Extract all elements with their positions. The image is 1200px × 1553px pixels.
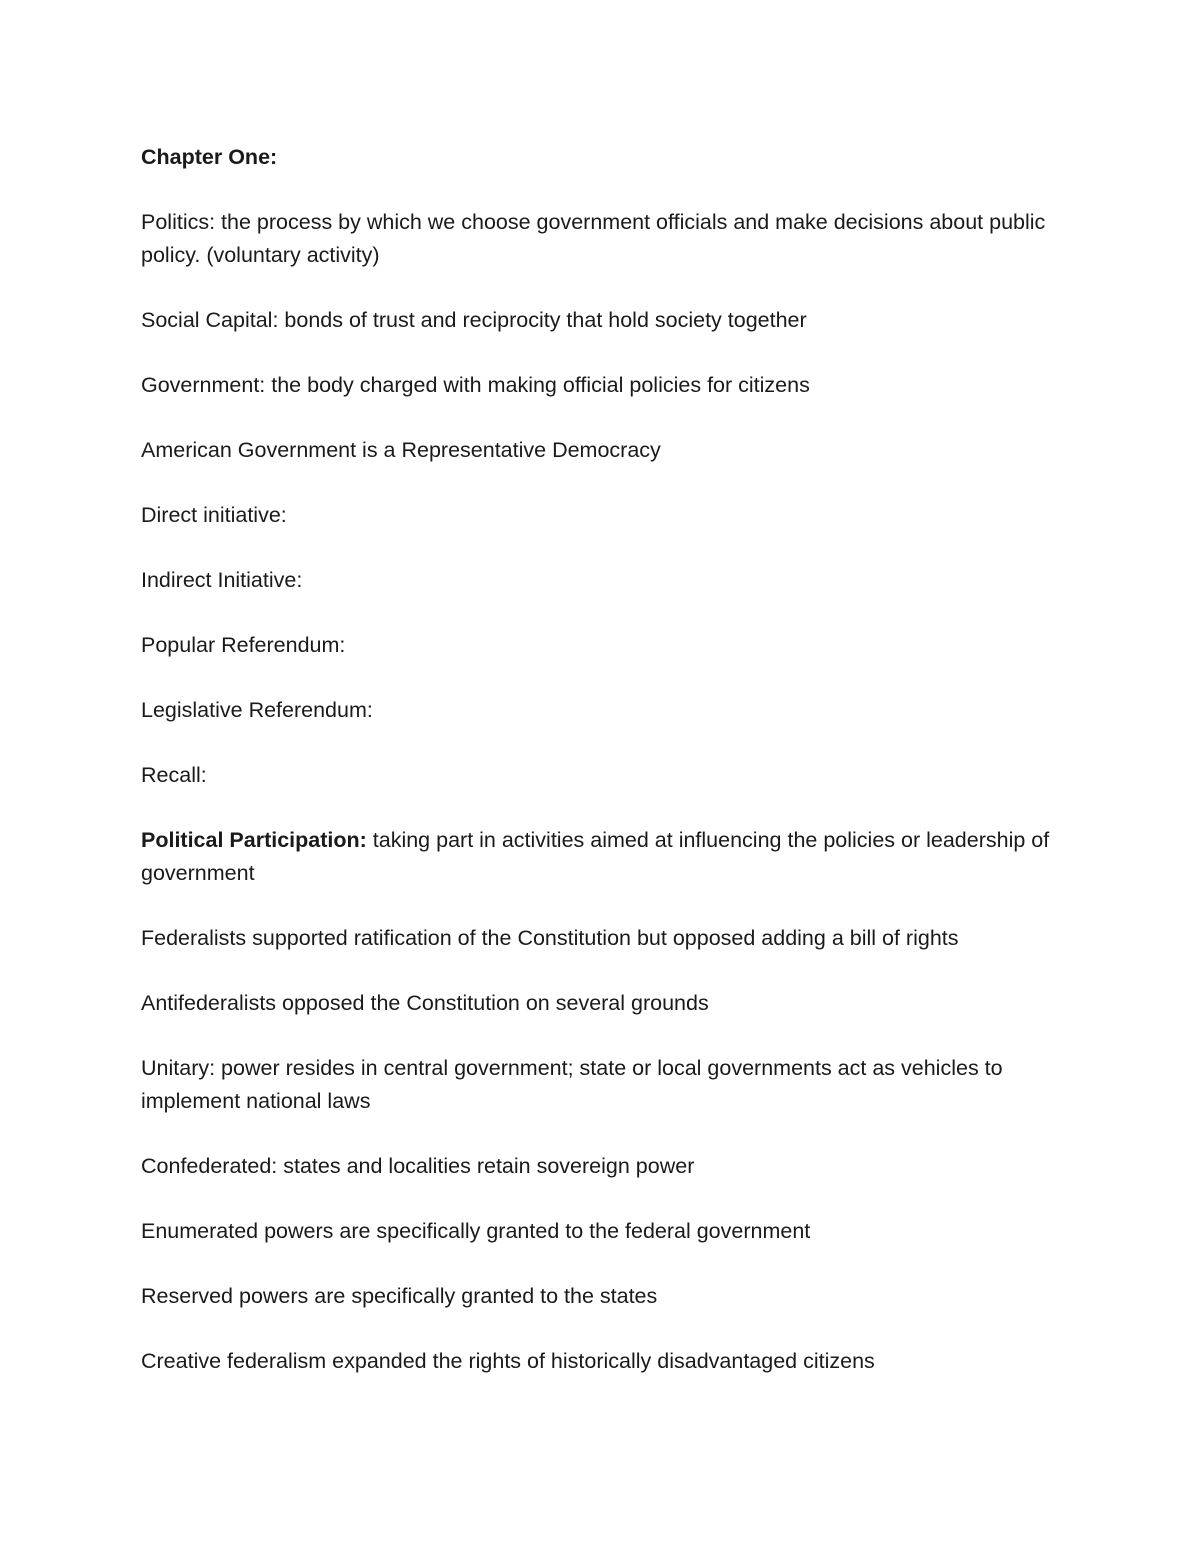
antifederalists-note: Antifederalists opposed the Constitution on several grounds (141, 991, 709, 1015)
politics-definition: Politics: the process by which we choose government officials and make decisions about public policy. (voluntary activity) (141, 210, 1046, 267)
creative-federalism-note: Creative federalism expanded the rights of historically disadvantaged citizens (141, 1349, 875, 1373)
unitary-definition: Unitary: power resides in central government; state or local governments act as vehicles to implement national laws (141, 1056, 1003, 1113)
document-page (141, 141, 1071, 1410)
reserved-powers-note: Reserved powers are specifically granted to the states (141, 1284, 658, 1308)
enumerated-powers-note: Enumerated powers are specifically granted to the federal government (141, 1219, 811, 1243)
chapter-heading: Chapter One: (141, 145, 278, 169)
political-participation-text: taking part in activities aimed at influencing the policies or leadership of government (141, 828, 1050, 885)
social-capital-definition: Social Capital: bonds of trust and reciprocity that hold society together (141, 308, 807, 332)
representative-democracy-note: American Government is a Representative Democracy (141, 438, 661, 462)
political-participation-definition (141, 824, 1071, 890)
political-participation-term: Political Participation: (141, 828, 367, 852)
recall-term: Recall: (141, 763, 207, 787)
federalists-note: Federalists supported ratification of the Constitution but opposed adding a bill of rights (141, 926, 959, 950)
indirect-initiative-term: Indirect Initiative: (141, 568, 303, 592)
legislative-referendum-term: Legislative Referendum: (141, 698, 373, 722)
direct-initiative-term: Direct initiative: (141, 503, 287, 527)
confederated-definition: Confederated: states and localities retain sovereign power (141, 1154, 695, 1178)
government-definition: Government: the body charged with making official policies for citizens (141, 373, 810, 397)
popular-referendum-term: Popular Referendum: (141, 633, 346, 657)
